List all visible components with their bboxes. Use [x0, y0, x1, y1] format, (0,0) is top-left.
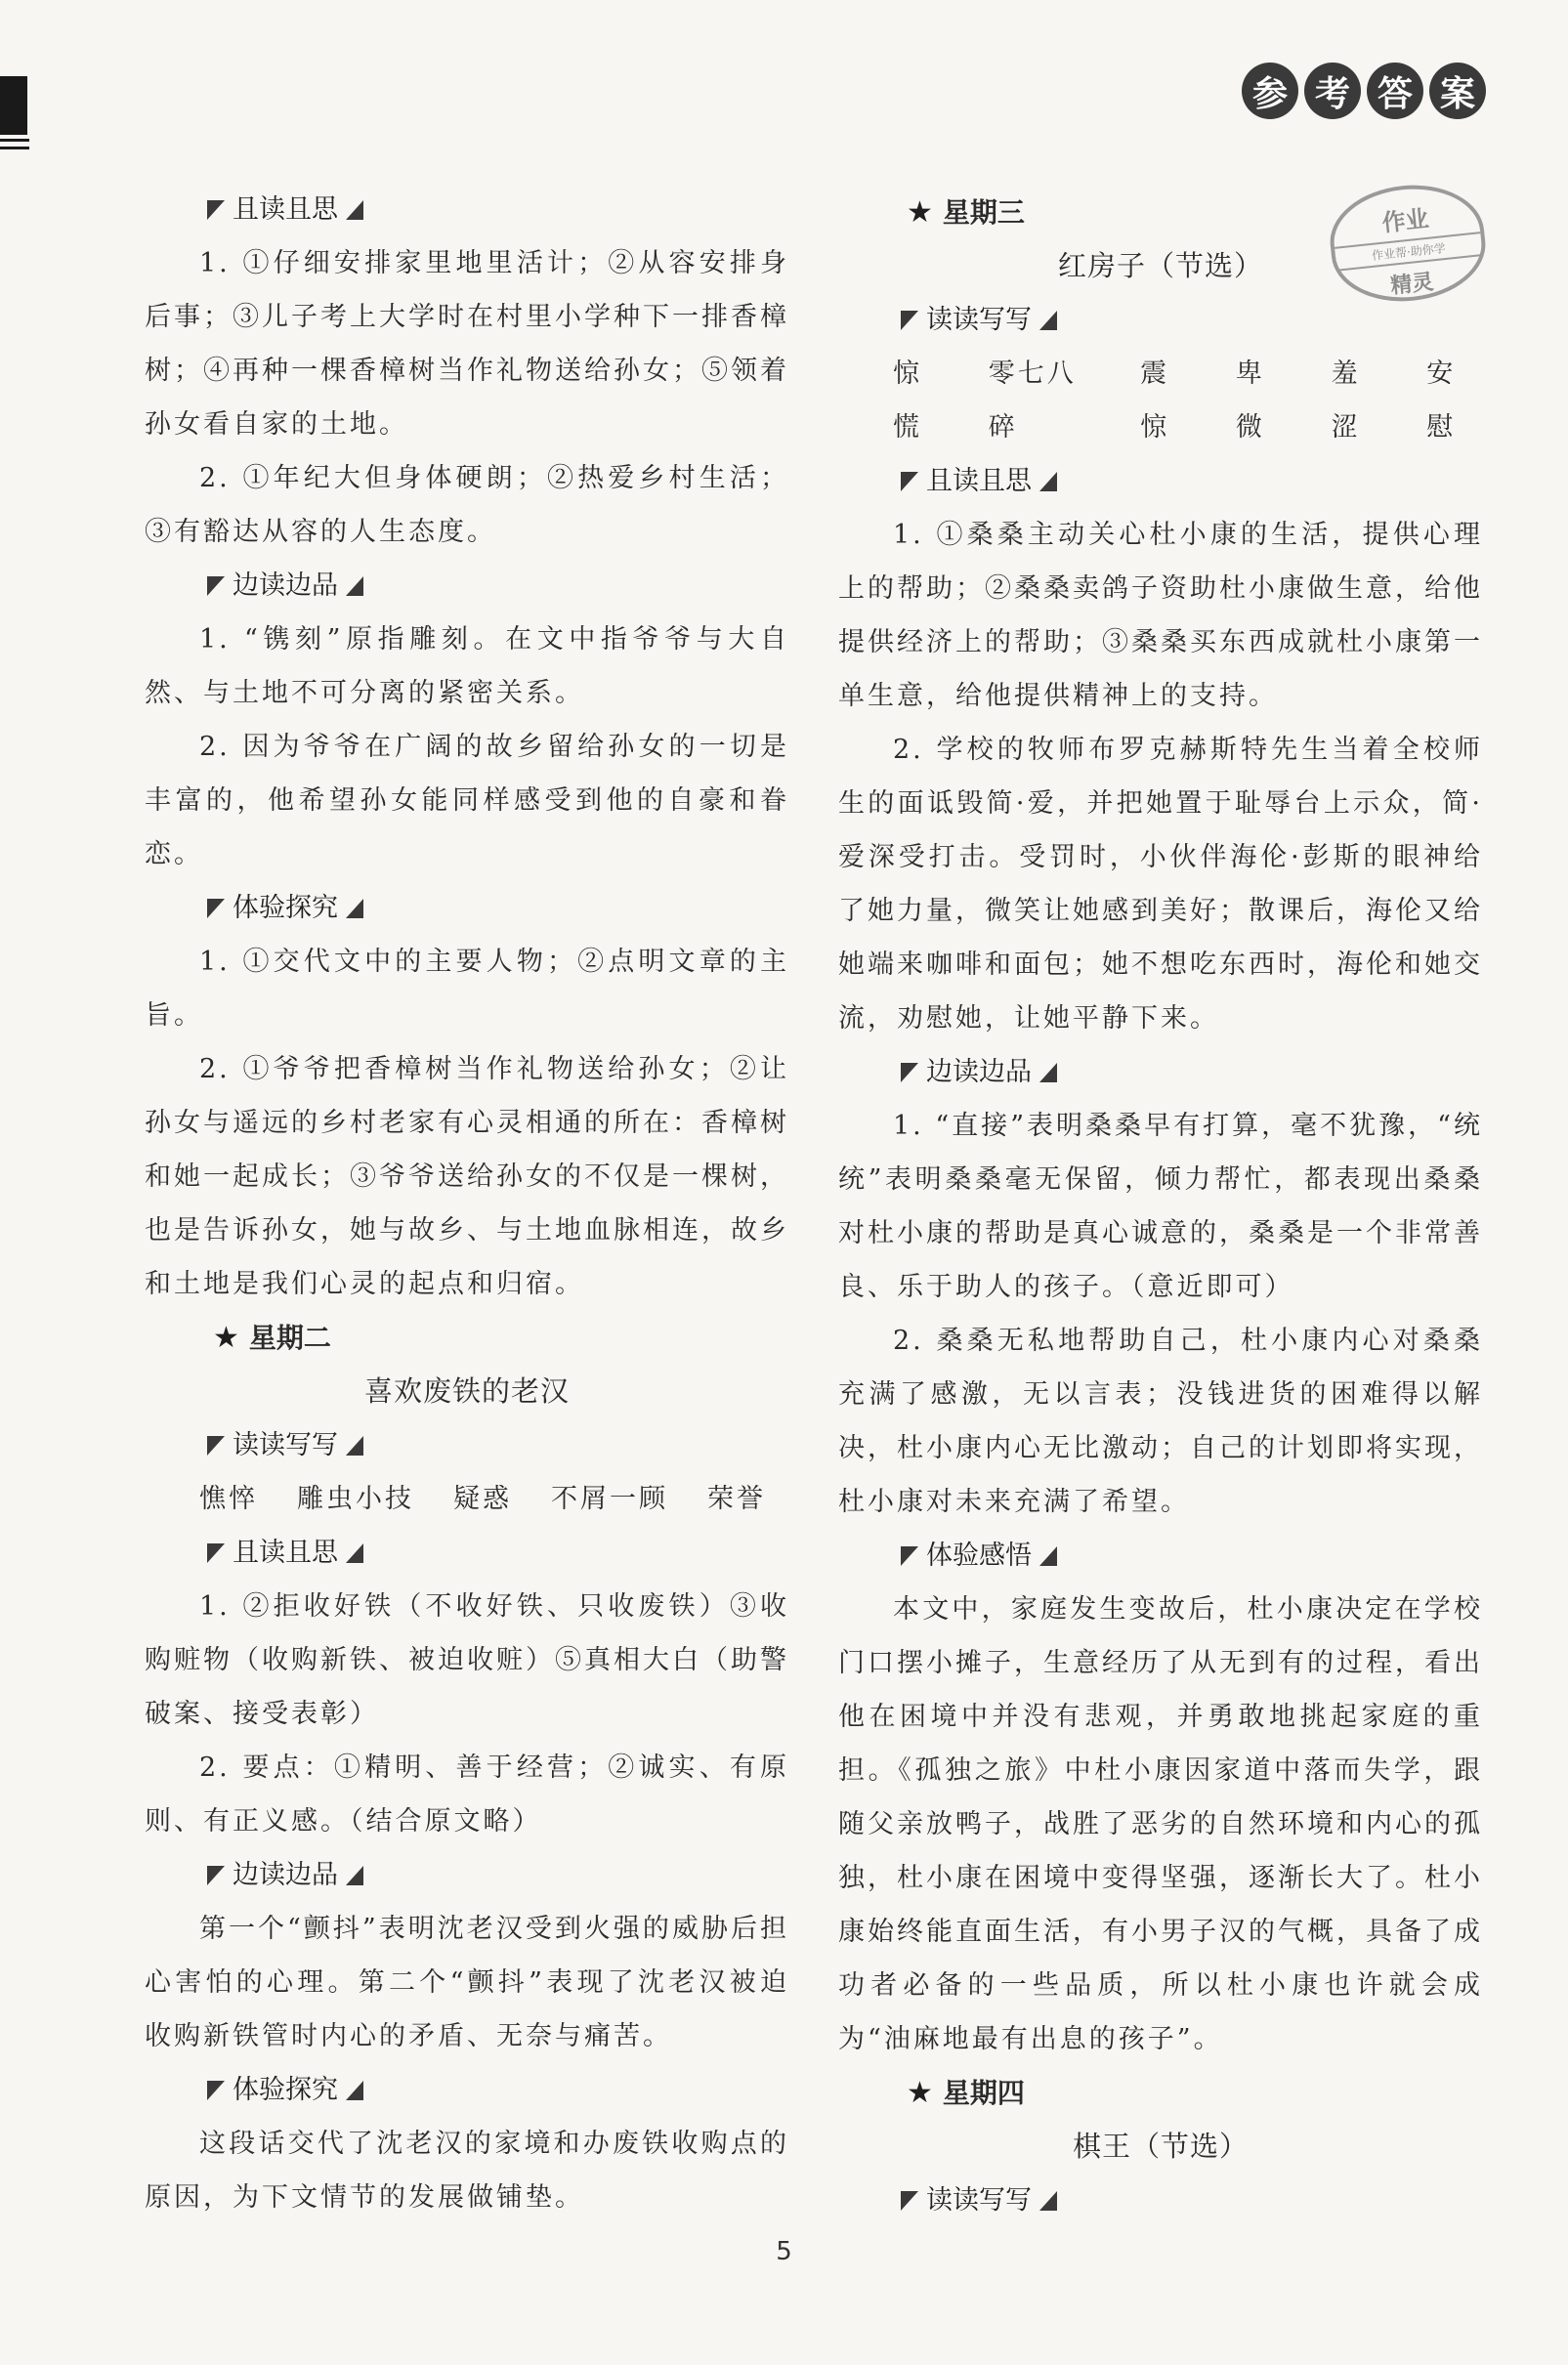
vocab-list	[145, 1472, 789, 1526]
answer-paragraph: 2. 要点：①精明、善于经营；②诚实、有原则、有正义感。（结合原文略）	[145, 1753, 789, 1837]
section-heading	[145, 183, 789, 236]
section-heading	[838, 1045, 1483, 1099]
corner-line	[0, 139, 29, 142]
section-label: 读读写写	[926, 2185, 1032, 2216]
vocab-list	[838, 347, 1483, 454]
triangle-right-icon	[346, 899, 363, 918]
triangle-right-icon	[346, 2081, 363, 2100]
article-title: 红房子（节选）	[1057, 249, 1263, 282]
section-heading	[145, 1418, 789, 1472]
day-heading	[838, 186, 1483, 239]
article-title: 喜欢废铁的老汉	[363, 1374, 570, 1408]
triangle-left-icon	[207, 2081, 225, 2100]
answer-paragraph: 1. “镌刻”原指雕刻。在文中指爷爷与大自然、与土地不可分离的紧密关系。	[145, 624, 789, 708]
section-heading	[145, 881, 789, 935]
answer-paragraph: 1. ①桑桑主动关心杜小康的生活，提供心理上的帮助；②桑桑卖鸽子资助杜小康做生意，给他提供经济上的帮助；③桑桑买东西成就杜小康第一单生意，给他提供精神上的支持。	[838, 520, 1483, 711]
section-heading	[838, 1529, 1483, 1583]
vocab-word: 安慰	[1426, 359, 1457, 443]
stamp-line: 作业	[1380, 204, 1430, 237]
section-heading	[145, 1848, 789, 1902]
triangle-left-icon	[901, 1063, 918, 1082]
section-heading	[145, 2063, 789, 2117]
section-label: 边读边品	[926, 1057, 1032, 1087]
page-number: 5	[776, 2237, 792, 2266]
vocab-word: 不屑一顾	[551, 1484, 668, 1514]
triangle-right-icon	[346, 200, 363, 220]
triangle-right-icon	[346, 576, 363, 596]
triangle-left-icon	[207, 1543, 225, 1563]
triangle-right-icon	[1039, 2191, 1057, 2211]
section-heading	[838, 454, 1483, 508]
vocab-word: 惊慌	[893, 359, 922, 443]
section-heading	[145, 559, 789, 612]
article-title: 棋王（节选）	[1072, 2130, 1249, 2163]
corner-mark	[0, 76, 27, 135]
vocab-word: 羞涩	[1331, 359, 1361, 443]
answer-paragraph: 2. 因为爷爷在广阔的故乡留给孙女的一切是丰富的，他希望孙女能同样感受到他的自豪和眷恋。	[145, 732, 789, 869]
triangle-right-icon	[346, 1543, 363, 1563]
star-icon: ★	[213, 1321, 239, 1355]
triangle-left-icon	[207, 1436, 225, 1456]
answer-paragraph: 1. ①仔细安排家里地里活计；②从容安排身后事；③儿子考上大学时在村里小学种下一排香樟树；④再种一棵香樟树当作礼物送给孙女；⑤领着孙女看自家的土地。	[145, 248, 789, 440]
triangle-left-icon	[207, 899, 225, 918]
triangle-left-icon	[901, 472, 918, 491]
section-label: 边读边品	[233, 570, 338, 601]
vocab-word: 零七八碎	[988, 359, 1077, 443]
vocab-word: 卑微	[1235, 359, 1265, 443]
day-heading	[145, 1311, 789, 1365]
vocab-word: 雕虫小技	[297, 1484, 414, 1514]
section-heading	[838, 293, 1483, 347]
answer-paragraph: 1. ②拒收好铁（不收好铁、只收废铁）③收购赃物（收购新铁、被迫收赃）⑤真相大白（助警破案、接受表彰）	[145, 1591, 789, 1729]
stamp-line: 作业帮·助你学	[1335, 232, 1483, 272]
section-label: 边读边品	[233, 1860, 338, 1890]
vocab-word: 憔悴	[199, 1484, 258, 1514]
answer-paragraph: 本文中，家庭发生变故后，杜小康决定在学校门口摆小摊子，生意经历了从无到有的过程，看出他在困境中并没有悲观，并勇敢地挑起家庭的重担。《孤独之旅》中杜小康因家道中落而失学，跟随父亲放鸭子，战胜了恶劣的自然环境和内心的孤独，杜小康在困境中变得坚强，逐渐长大了。杜小康始终能直面生活，有小男子汉的气概，具备了成功者必备的一些品质，所以杜小康也许就会成为“油麻地最有出息的孩子”。	[838, 1594, 1483, 2054]
answer-paragraph: 这段话交代了沈老汉的家境和办废铁收购点的原因，为下文情节的发展做铺垫。	[145, 2129, 789, 2213]
answer-paragraph: 1. “直接”表明桑桑早有打算，毫不犹豫，“统统”表明桑桑毫无保留，倾力帮忙，都表现出桑桑对杜小康的帮助是真心诚意的，桑桑是一个非常善良、乐于助人的孩子。（意近即可）	[838, 1111, 1483, 1302]
stamp-line: 精灵	[1389, 270, 1435, 299]
triangle-left-icon	[901, 1546, 918, 1566]
header-seal: 参	[1242, 63, 1298, 119]
left-column	[145, 183, 789, 2224]
triangle-left-icon	[901, 2191, 918, 2211]
star-icon: ★	[907, 195, 933, 230]
triangle-right-icon	[1039, 1546, 1057, 1566]
triangle-right-icon	[1039, 1063, 1057, 1082]
section-label: 体验感悟	[926, 1541, 1032, 1571]
header-seals	[1242, 63, 1486, 119]
answer-paragraph: 2. 学校的牧师布罗克赫斯特先生当着全校师生的面诋毁简·爱，并把她置于耻辱台上示众，简·爱深受打击。受罚时，小伙伴海伦·彭斯的眼神给了她力量，微笑让她感到美好；散课后，海伦又给她端来咖啡和面包；她不想吃东西时，海伦和她交流，劝慰她，让她平静下来。	[838, 735, 1483, 1034]
triangle-right-icon	[346, 1436, 363, 1456]
star-icon: ★	[907, 2076, 933, 2110]
day-label: 星期三	[942, 196, 1025, 229]
vocab-word: 荣誉	[707, 1484, 766, 1514]
triangle-left-icon	[901, 311, 918, 330]
answer-paragraph: 2. 桑桑无私地帮助自己，杜小康内心对桑桑充满了感激，无以言表；没钱进货的困难得以解决，杜小康内心无比激动；自己的计划即将实现，杜小康对未来充满了希望。	[838, 1326, 1483, 1517]
triangle-left-icon	[207, 1866, 225, 1885]
section-label: 体验探究	[233, 2075, 338, 2105]
answer-paragraph: 第一个“颤抖”表明沈老汉受到火强的威胁后担心害怕的心理。第二个“颤抖”表现了沈老汉被迫收购新铁管时内心的矛盾、无奈与痛苦。	[145, 1914, 789, 2051]
header-seal: 考	[1304, 63, 1361, 119]
corner-line	[0, 147, 29, 149]
vocab-word: 震惊	[1140, 359, 1170, 443]
header-seal: 案	[1429, 63, 1486, 119]
triangle-left-icon	[207, 200, 225, 220]
right-column	[838, 186, 1483, 2227]
section-label: 且读且思	[233, 194, 338, 225]
day-label: 星期四	[942, 2077, 1025, 2109]
section-label: 读读写写	[233, 1430, 338, 1460]
header-seal: 答	[1367, 63, 1423, 119]
triangle-right-icon	[1039, 472, 1057, 491]
answer-paragraph: 2. ①年纪大但身体硬朗；②热爱乡村生活；③有豁达从容的人生态度。	[145, 463, 789, 547]
triangle-left-icon	[207, 576, 225, 596]
answer-paragraph: 1. ①交代文中的主要人物；②点明文章的主旨。	[145, 947, 789, 1031]
triangle-right-icon	[346, 1866, 363, 1885]
day-heading	[838, 2066, 1483, 2120]
section-label: 且读且思	[926, 466, 1032, 496]
triangle-right-icon	[1039, 311, 1057, 330]
section-label: 体验探究	[233, 893, 338, 923]
section-label: 且读且思	[233, 1538, 338, 1568]
section-label: 读读写写	[926, 305, 1032, 335]
answer-paragraph: 2. ①爷爷把香樟树当作礼物送给孙女；②让孙女与遥远的乡村老家有心灵相通的所在：香樟树和她一起成长；③爷爷送给孙女的不仅是一棵树，也是告诉孙女，她与故乡、与土地血脉相连，故乡和土地是我们心灵的起点和归宿。	[145, 1054, 789, 1299]
section-heading	[838, 2174, 1483, 2227]
day-label: 星期二	[248, 1322, 331, 1354]
section-heading	[145, 1526, 789, 1580]
vocab-word: 疑惑	[453, 1484, 512, 1514]
